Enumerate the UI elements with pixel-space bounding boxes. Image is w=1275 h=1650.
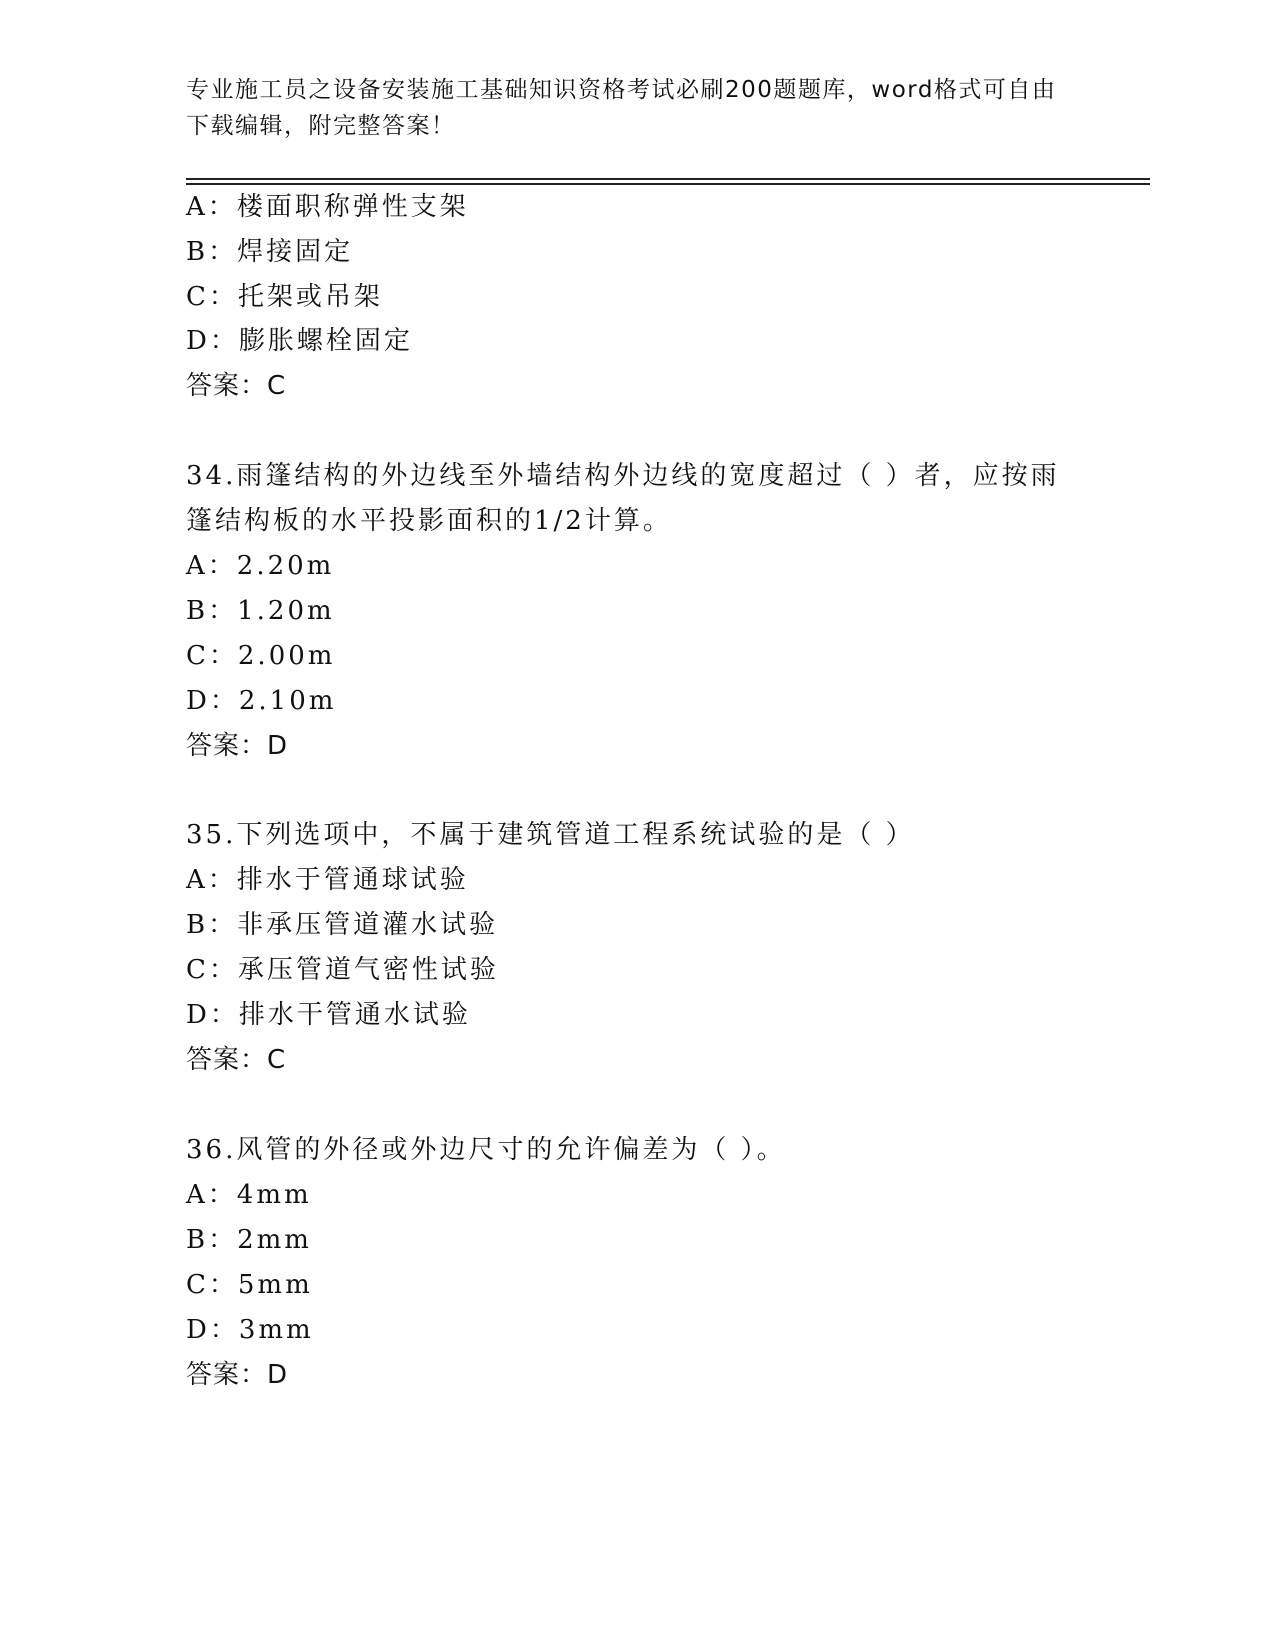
- q36-option-d: D：3mm: [186, 1315, 314, 1345]
- q36-stem-line-1: 36.风管的外径或外边尺寸的允许偏差为（ ）。: [186, 1135, 786, 1165]
- q34-stem-line-2: 篷结构板的水平投影面积的1/2计算。: [186, 506, 672, 536]
- q33-option-b: B：焊接固定: [186, 237, 354, 267]
- q35-option-c: C：承压管道气密性试验: [186, 955, 499, 985]
- header-rule-bottom: [186, 183, 1150, 185]
- header-rule-top: [186, 178, 1150, 180]
- q33-answer: 答案：C: [186, 371, 287, 401]
- q35-option-a: A：排水于管通球试验: [186, 865, 469, 895]
- q36-answer: 答案：D: [186, 1360, 289, 1390]
- q36-option-c: C：5mm: [186, 1270, 313, 1300]
- q35-answer: 答案：C: [186, 1045, 287, 1075]
- document-header: 专业施工员之设备安装施工基础知识资格考试必刷200题题库，word格式可自由下载编辑，附完整答案！: [186, 77, 1057, 139]
- q35-option-d: D：排水干管通水试验: [186, 1000, 471, 1030]
- q34-option-a: A：2.20m: [186, 551, 335, 581]
- q34-answer: 答案：D: [186, 731, 289, 761]
- q33-option-c: C：托架或吊架: [186, 282, 383, 312]
- q35-stem-line-1: 35.下列选项中，不属于建筑管道工程系统试验的是（ ）: [186, 820, 915, 850]
- q33-option-d: D：膨胀螺栓固定: [186, 326, 413, 356]
- q34-option-d: D：2.10m: [186, 686, 337, 716]
- q35-option-b: B：非承压管道灌水试验: [186, 910, 499, 940]
- q34-option-c: C：2.00m: [186, 641, 336, 671]
- q33-option-a: A：楼面职称弹性支架: [186, 192, 469, 222]
- q34-option-b: B：1.20m: [186, 596, 335, 626]
- q36-option-b: B：2mm: [186, 1225, 312, 1255]
- q36-option-a: A：4mm: [186, 1180, 312, 1210]
- q34-stem-line-1: 34.雨篷结构的外边线至外墙结构外边线的宽度超过（ ）者，应按雨: [186, 461, 1060, 491]
